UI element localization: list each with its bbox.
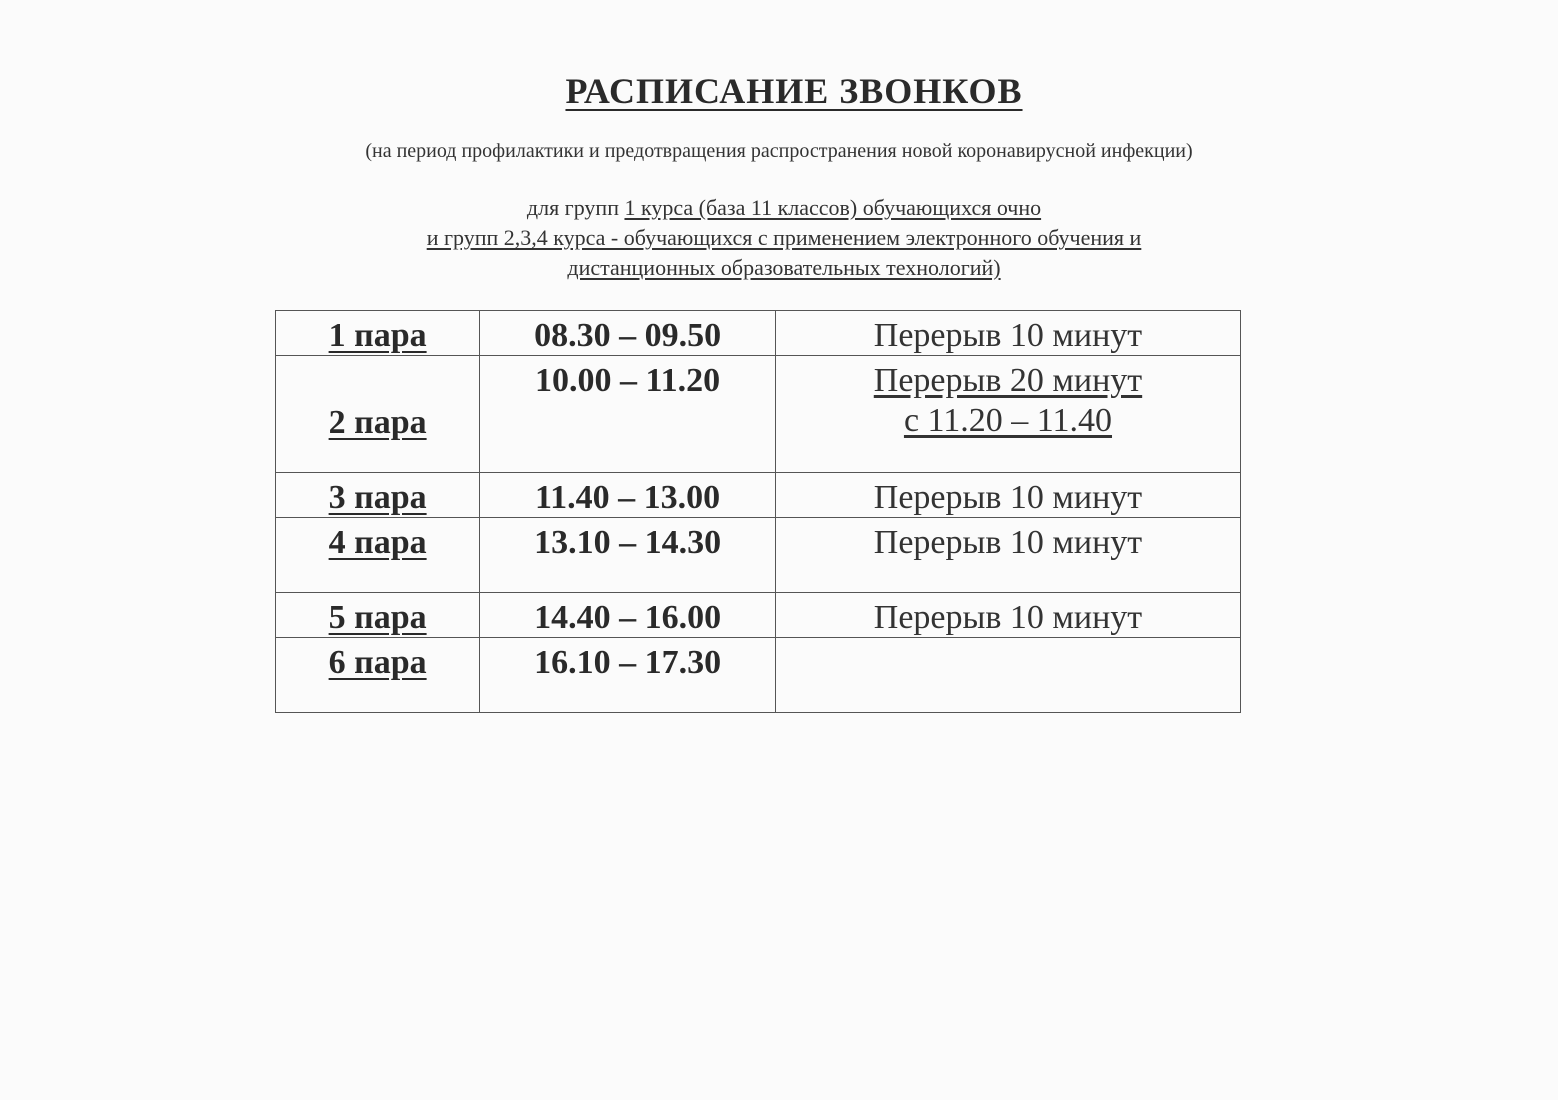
break-text bbox=[776, 638, 1240, 644]
time-range: 14.40 – 16.00 bbox=[534, 599, 722, 636]
groups-line-3: дистанционных образовательных технологий) bbox=[567, 255, 1001, 280]
table-row bbox=[276, 518, 1241, 593]
break-cell bbox=[775, 518, 1240, 593]
break-text: Перерыв 10 минут bbox=[873, 317, 1143, 354]
time-cell bbox=[480, 518, 776, 593]
pair-cell bbox=[276, 638, 480, 713]
bell-schedule-table bbox=[275, 310, 1241, 713]
document-subtitle: (на период профилактики и предотвращения распространения новой коронавирусной инфекции) bbox=[365, 140, 1193, 162]
time-cell bbox=[480, 356, 776, 473]
table-row bbox=[276, 473, 1241, 518]
break-cell bbox=[775, 593, 1240, 638]
break-text: Перерыв 20 минут bbox=[873, 362, 1143, 399]
break-cell bbox=[775, 473, 1240, 518]
pair-cell bbox=[276, 356, 480, 473]
pair-label: 3 пара bbox=[328, 479, 427, 516]
time-cell bbox=[480, 638, 776, 713]
pair-label: 1 пара bbox=[328, 317, 427, 354]
break-cell bbox=[775, 311, 1240, 356]
time-range: 13.10 – 14.30 bbox=[534, 524, 722, 561]
title-text: РАСПИСАНИЕ ЗВОНКОВ bbox=[565, 71, 1023, 111]
pair-cell bbox=[276, 311, 480, 356]
pair-label: 2 пара bbox=[328, 404, 427, 441]
break-text: Перерыв 10 минут bbox=[873, 479, 1143, 516]
pair-label: 6 пара bbox=[328, 644, 427, 681]
break-time-range: с 11.20 – 11.40 bbox=[903, 402, 1113, 439]
pair-cell bbox=[276, 593, 480, 638]
groups-line-1-prefix: для групп bbox=[526, 195, 625, 220]
time-cell bbox=[480, 593, 776, 638]
time-range: 16.10 – 17.30 bbox=[534, 644, 722, 681]
pair-cell bbox=[276, 473, 480, 518]
groups-line-2: и групп 2,3,4 курса - обучающихся с применением электронного обучения и bbox=[426, 225, 1142, 250]
groups-line-1-underlined: 1 курса (база 11 классов) обучающихся очно bbox=[624, 195, 1042, 220]
time-range: 08.30 – 09.50 bbox=[534, 317, 722, 354]
time-cell bbox=[480, 473, 776, 518]
groups-line-1 bbox=[10, 193, 1558, 223]
table-row bbox=[276, 638, 1241, 713]
break-cell bbox=[775, 638, 1240, 713]
break-cell bbox=[775, 356, 1240, 473]
groups-description bbox=[0, 193, 1558, 283]
table-row bbox=[276, 311, 1241, 356]
break-text: Перерыв 10 минут bbox=[873, 599, 1143, 636]
time-cell bbox=[480, 311, 776, 356]
break-text: Перерыв 10 минут bbox=[873, 524, 1143, 561]
table-row bbox=[276, 593, 1241, 638]
table-row bbox=[276, 356, 1241, 473]
pair-label: 5 пара bbox=[328, 599, 427, 636]
document-title bbox=[0, 70, 1558, 112]
time-range: 11.40 – 13.00 bbox=[535, 479, 721, 516]
pair-label: 4 пара bbox=[328, 524, 427, 561]
time-range: 10.00 – 11.20 bbox=[535, 362, 721, 399]
pair-cell bbox=[276, 518, 480, 593]
